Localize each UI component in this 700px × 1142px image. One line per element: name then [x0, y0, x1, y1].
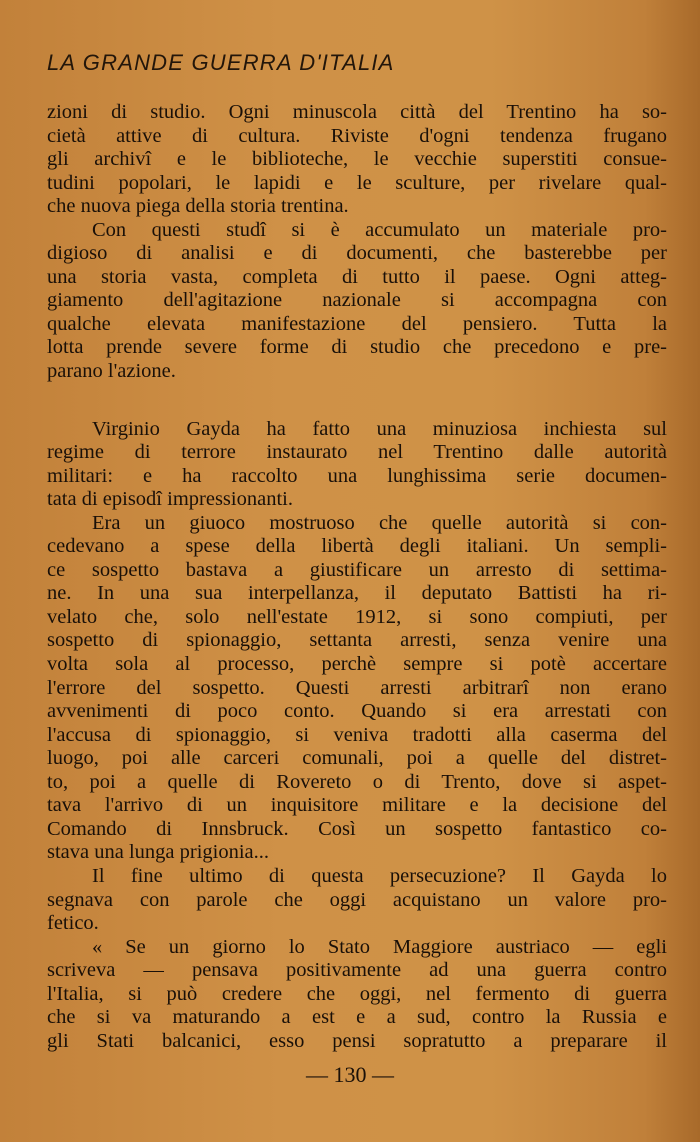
text-line: l'accusa di spionaggio, si veniva tradotti alla caserma del [47, 723, 667, 746]
text-line: che si va maturando a est e a sud, contro la Russia e [47, 1006, 667, 1029]
paragraph-gap [47, 384, 667, 418]
text-line: zioni di studio. Ogni minuscola città del Trentino ha so- [47, 101, 667, 123]
text-line: luogo, poi alle carceri comunali, poi a quelle del distret- [47, 747, 667, 770]
text-line: volta sola al processo, perchè sempre si potè accertare [47, 653, 667, 676]
text-line: tata di episodî impressionanti. [47, 488, 293, 511]
text-line: giamento dell'agitazione nazionale si accompagna con [47, 289, 667, 312]
text-line: una storia vasta, completa di tutto il paese. Ogni atteg- [47, 265, 667, 288]
text-line: l'errore del sospetto. Questi arresti arbitrarî non erano [47, 676, 667, 699]
text-line: gli Stati balcanici, esso pensi sopratutto a preparare il [47, 1029, 667, 1052]
text-line: militari: e ha raccolto una lunghissima serie documen- [47, 464, 667, 487]
text-line: qualche elevata manifestazione del pensiero. Tutta la [47, 312, 667, 335]
text-line: Comando di Innsbruck. Così un sospetto fantastico co- [47, 817, 667, 840]
text-line: gli archivî e le biblioteche, le vecchie superstiti consue- [47, 148, 667, 171]
text-line: Con questi studî si è accumulato un materiale pro- [92, 218, 667, 241]
text-line: Virginio Gayda ha fatto una minuziosa inchiesta sul [92, 417, 667, 440]
text-line: scriveva — pensava positivamente ad una guerra contro [47, 959, 667, 982]
text-line: « Se un giorno lo Stato Maggiore austriaco — egli [92, 935, 667, 958]
text-line: stava una lunga prigionia... [47, 841, 270, 864]
text-line: Il fine ultimo di questa persecuzione? Il Gayda lo [92, 864, 667, 887]
text-line: avvenimenti di poco conto. Quando si era arrestati con [47, 700, 667, 723]
text-line: sospetto di spionaggio, settanta arresti, senza venire una [47, 629, 667, 652]
text-line: fetico. [47, 912, 99, 935]
text-line: ce sospetto bastava a giustificare un arresto di settima- [47, 558, 667, 581]
text-line: tava l'arrivo di un inquisitore militare e la decisione del [47, 794, 667, 817]
body-text [47, 101, 667, 1053]
text-line: lotta prende severe forme di studio che precedono e pre- [47, 336, 667, 359]
text-line: cedevano a spese della libertà degli italiani. Un sempli- [47, 535, 667, 558]
text-line: ne. In una sua interpellanza, il deputato Battisti ha ri- [47, 582, 667, 605]
text-line: che nuova piega della storia trentina. [47, 195, 349, 218]
text-line: to, poi a quelle di Rovereto o di Trento, dove si aspet- [47, 770, 667, 793]
text-line: parano l'azione. [47, 360, 176, 383]
text-line: tudini popolari, le lapidi e le sculture, per rivelare qual- [47, 171, 667, 194]
page-number: — 130 — [306, 1062, 394, 1087]
text-line: regime di terrore instaurato nel Trentino dalle autorità [47, 441, 667, 464]
text-line: l'Italia, si può credere che oggi, nel fermento di guerra [47, 982, 667, 1005]
text-line: digioso di analisi e di documenti, che basterebbe per [47, 242, 667, 265]
text-line: segnava con parole che oggi acquistano un valore pro- [47, 888, 667, 911]
running-head: LA GRANDE GUERRA D'ITALIA [47, 50, 395, 75]
text-line: cietà attive di cultura. Riviste d'ogni tendenza frugano [47, 124, 667, 147]
text-line: velato che, solo nell'estate 1912, si sono compiuti, per [47, 605, 667, 628]
text-line: Era un giuoco mostruoso che quelle autorità si con- [92, 511, 667, 534]
